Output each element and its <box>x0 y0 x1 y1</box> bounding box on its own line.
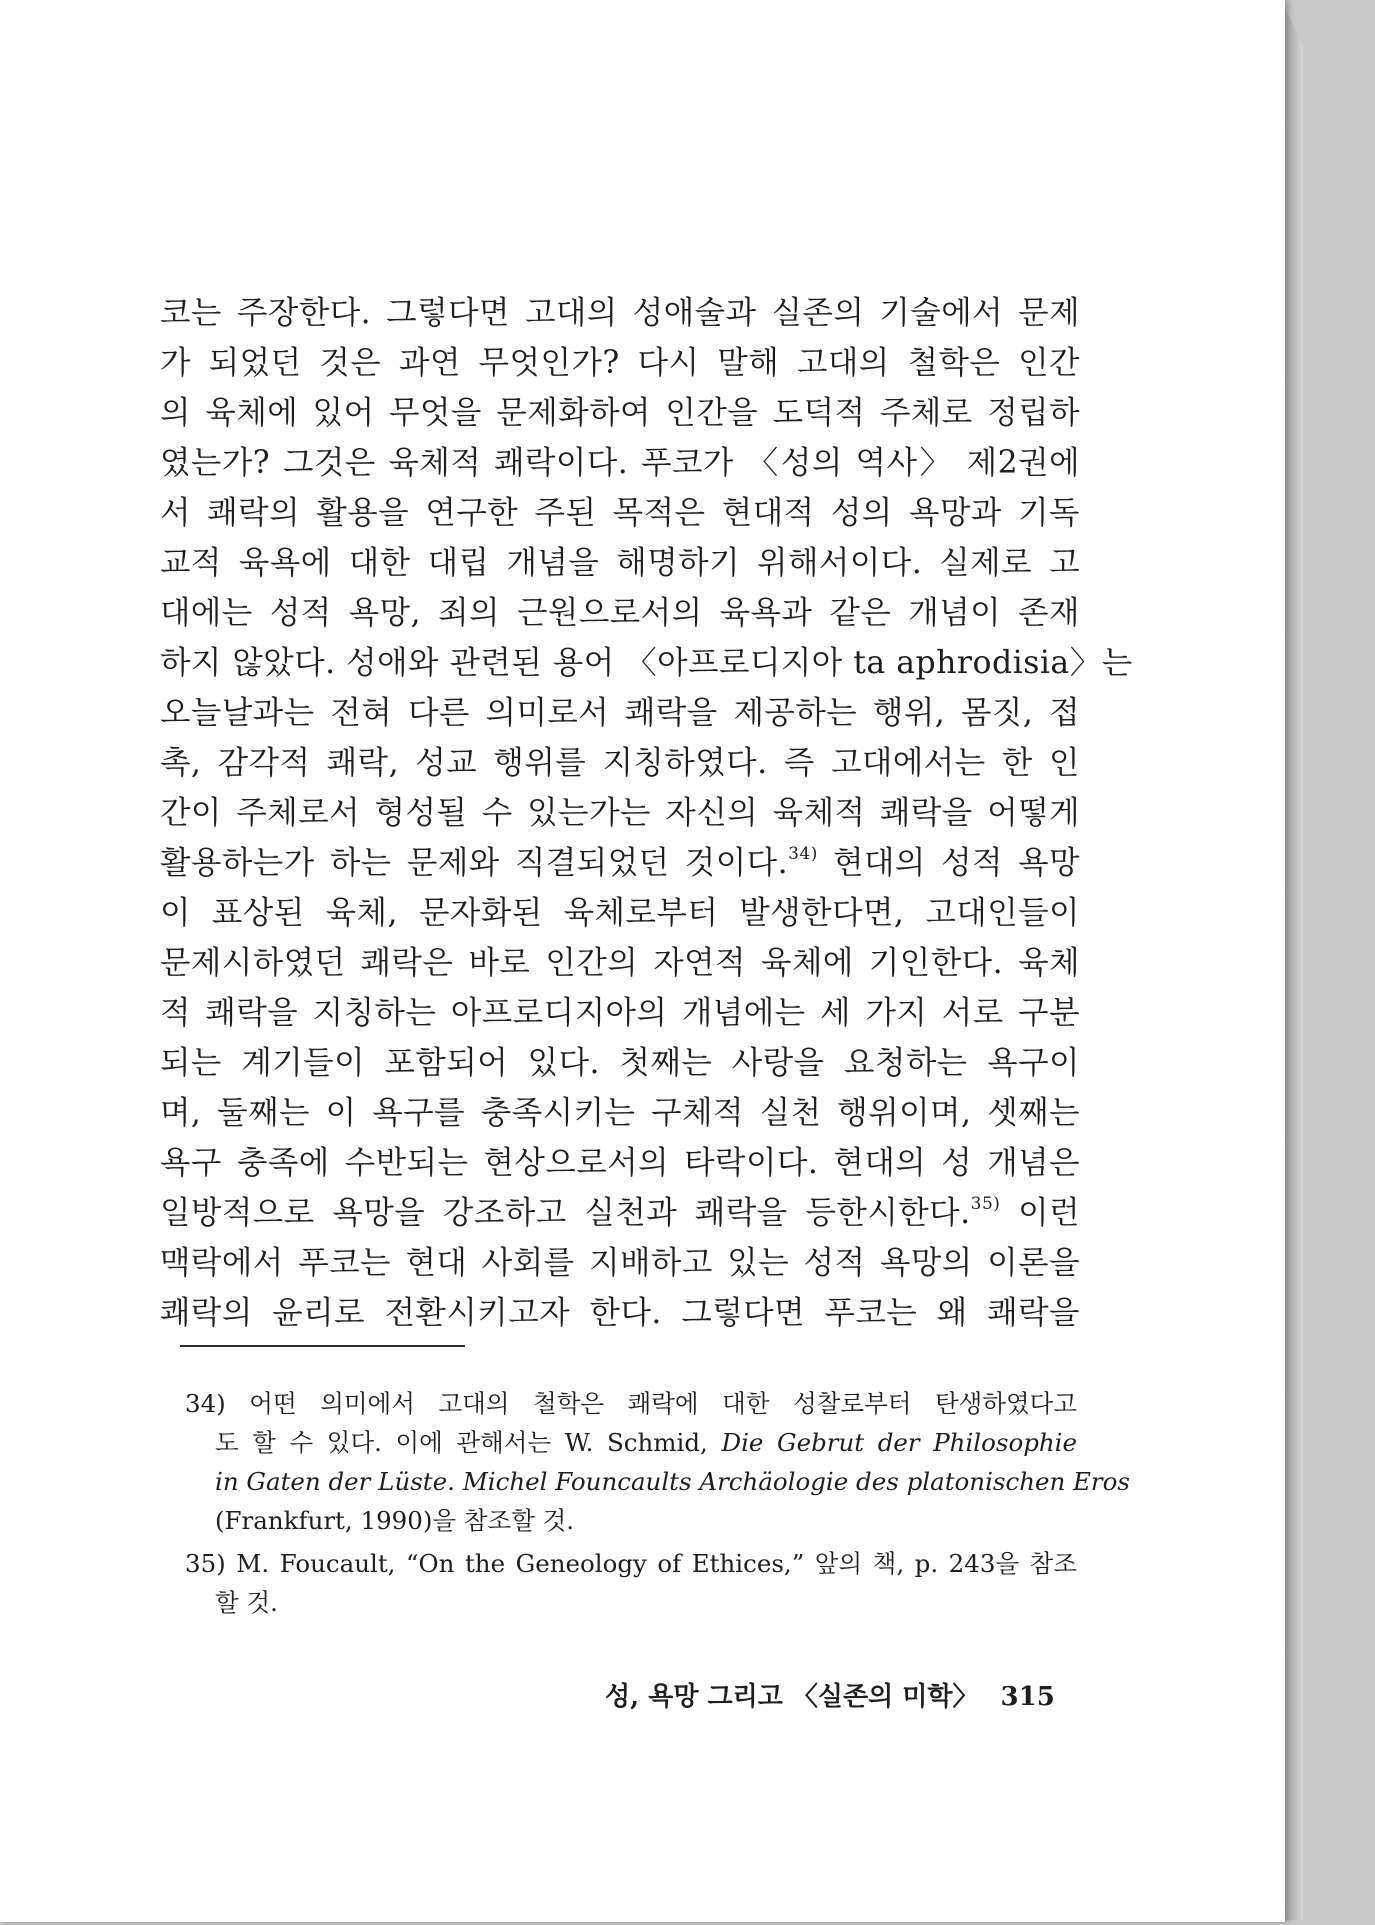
body-line: 대에는 성적 욕망, 죄의 근원으로서의 육욕과 같은 개념이 존재 <box>160 595 1080 631</box>
body-line: 촉, 감각적 쾌락, 성교 행위를 지칭하였다. 즉 고대에서는 한 인 <box>160 745 1080 781</box>
running-footer-title: 성, 욕망 그리고 〈실존의 미학〉 <box>605 1682 979 1712</box>
footnote-34-line-3: in Gaten der Lüste. Michel Founcaults Archäologie des platonischen Eros <box>215 1467 1130 1496</box>
body-line: 문제시하였던 쾌락은 바로 인간의 자연적 육체에 기인한다. 육체 <box>160 945 1080 981</box>
body-line-with-footnote-ref <box>160 1194 1080 1231</box>
footnote-34-line-1: 34) 어떤 의미에서 고대의 철학은 쾌락에 대한 성찰로부터 탄생하였다고 <box>185 1389 1077 1418</box>
page-number: 315 <box>1000 1682 1055 1712</box>
body-line: 적 쾌락을 지칭하는 아프로디지아의 개념에는 세 가지 서로 구분 <box>160 995 1080 1031</box>
body-line: 며, 둘째는 이 욕구를 충족시키는 구체적 실천 행위이며, 셋째는 <box>160 1095 1080 1131</box>
body-line-text: 활용하는가 하는 문제와 직결되었던 것이다. <box>160 845 789 881</box>
footnote-34-line-2 <box>215 1428 1077 1457</box>
body-line: 였는가? 그것은 육체적 쾌락이다. 푸코가 〈성의 역사〉 제2권에 <box>160 445 1080 481</box>
body-line-with-footnote-ref <box>160 844 1081 881</box>
body-line: 오늘날과는 전혀 다른 의미로서 쾌락을 제공하는 행위, 몸짓, 접 <box>160 695 1080 731</box>
body-line: 쾌락의 윤리로 전환시키고자 한다. 그렇다면 푸코는 왜 쾌락을 <box>160 1295 1080 1331</box>
footnote-divider <box>180 1345 465 1347</box>
body-line: 욕구 충족에 수반되는 현상으로서의 타락이다. 현대의 성 개념은 <box>160 1145 1080 1181</box>
body-line: 가 되었던 것은 과연 무엇인가? 다시 말해 고대의 철학은 인간 <box>160 345 1080 381</box>
body-line: 되는 계기들이 포함되어 있다. 첫째는 사랑을 요청하는 욕구이 <box>160 1045 1080 1081</box>
body-line: 교적 육욕에 대한 대립 개념을 해명하기 위해서이다. 실제로 고 <box>160 545 1080 581</box>
running-footer <box>605 1676 1055 1713</box>
body-line: 서 쾌락의 활용을 연구한 주된 목적은 현대적 성의 욕망과 기독 <box>160 495 1080 531</box>
footnote-35-line-2: 할 것. <box>215 1588 278 1617</box>
body-line: 간이 주체로서 형성될 수 있는가는 자신의 육체적 쾌락을 어떻게 <box>160 795 1080 831</box>
body-line: 이 표상된 육체, 문자화된 육체로부터 발생한다면, 고대인들이 <box>160 895 1080 931</box>
footnote-34-text: 도 할 수 있다. 이에 관해서는 W. Schmid, <box>215 1428 708 1457</box>
footnote-ref-35[interactable]: 35) <box>970 1194 1001 1214</box>
body-line: 코는 주장한다. 그렇다면 고대의 성애술과 실존의 기술에서 문제 <box>160 295 1080 331</box>
footnote-34-book-title: Die Gebrut der Philosophie <box>721 1428 1077 1457</box>
body-line: 하지 않았다. 성애와 관련된 용어 〈아프로디지아 ta aphrodisia〉는 <box>160 645 1133 681</box>
body-line-text: 일방적으로 욕망을 강조하고 실천과 쾌락을 등한시한다. <box>160 1195 971 1231</box>
body-line: 의 육체에 있어 무엇을 문제화하여 인간을 도덕적 주체로 정립하 <box>160 395 1080 431</box>
footnote-34-line-4: (Frankfurt, 1990)을 참조할 것. <box>215 1506 575 1535</box>
page-stack-edge <box>1285 8 1303 1920</box>
footnote-35-line-1: 35) M. Foucault, “On the Geneology of Ethices,” 앞의 책, p. 243을 참조 <box>185 1549 1077 1578</box>
footnote-ref-34[interactable]: 34) <box>788 844 818 864</box>
body-line-tail: 현대의 성적 욕망 <box>833 845 1081 881</box>
body-line-tail: 이런 <box>1018 1195 1080 1231</box>
body-line: 맥락에서 푸코는 현대 사회를 지배하고 있는 성적 욕망의 이론을 <box>160 1245 1080 1281</box>
